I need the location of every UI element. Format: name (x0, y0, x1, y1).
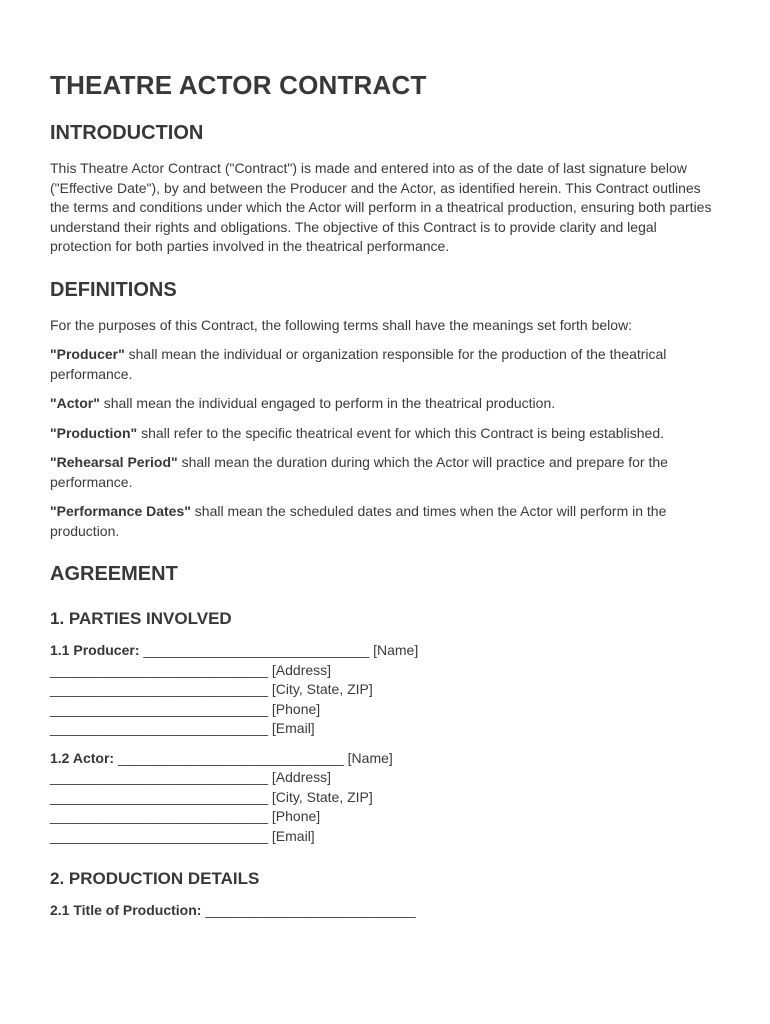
term-production: "Production" (50, 424, 138, 441)
actor-email-tag: [Email] (271, 827, 315, 844)
actor-phone-line (50, 807, 713, 827)
definition-rehearsal-period-text: shall mean the duration during which the Actor will practice and prepare for the performance. (50, 454, 668, 490)
producer-address-line (50, 661, 713, 681)
production-title-label: 2.1 Title of Production: (50, 902, 202, 918)
producer-phone-tag: [Phone] (271, 700, 321, 717)
producer-address-blank[interactable]: ____________________________ (50, 661, 269, 678)
definition-rehearsal-period (50, 453, 713, 492)
definition-actor-text: shall mean the individual engaged to perform in the theatrical production. (103, 395, 556, 411)
actor-city-line (50, 788, 713, 808)
term-producer: "Producer" (50, 346, 125, 362)
section-heading-definitions: DEFINITIONS (50, 278, 177, 301)
producer-city-tag: [City, State, ZIP] (271, 681, 373, 697)
definitions-lead: For the purposes of this Contract, the following terms shall have the meanings set forth below: (50, 316, 633, 333)
actor-address-blank[interactable]: ____________________________ (50, 769, 269, 785)
producer-block (50, 641, 713, 739)
document-title: THEATRE ACTOR CONTRACT (50, 70, 427, 100)
actor-label: 1.2 Actor: (50, 749, 115, 766)
producer-label: 1.1 Producer: (50, 642, 140, 658)
actor-address-line (50, 768, 713, 788)
producer-name-blank[interactable]: _____________________________ (143, 642, 370, 658)
producer-email-tag: [Email] (271, 720, 315, 736)
term-actor: "Actor" (50, 395, 100, 411)
producer-phone-line (50, 700, 713, 720)
actor-phone-blank[interactable]: ____________________________ (50, 808, 269, 824)
producer-email-line (50, 719, 713, 739)
actor-name-line (50, 749, 713, 769)
actor-email-blank[interactable]: ____________________________ (50, 827, 269, 844)
producer-city-blank[interactable]: ____________________________ (50, 681, 269, 697)
term-rehearsal-period: "Rehearsal Period" (50, 454, 178, 470)
actor-block (50, 749, 713, 847)
actor-city-blank[interactable]: ____________________________ (50, 788, 269, 805)
producer-email-blank[interactable]: ____________________________ (50, 720, 269, 736)
producer-address-tag: [Address] (271, 661, 332, 678)
section-heading-production-details: 2. PRODUCTION DETAILS (50, 869, 260, 888)
actor-name-blank[interactable]: _____________________________ (117, 749, 344, 766)
actor-email-line (50, 827, 713, 847)
production-title-line (50, 901, 713, 921)
section-heading-introduction: INTRODUCTION (50, 122, 204, 144)
production-title-blank[interactable]: ___________________________ (205, 902, 416, 918)
producer-name-line (50, 641, 713, 661)
producer-name-tag: [Name] (373, 642, 419, 658)
definition-producer-text: shall mean the individual or organization responsible for the production of the theatrical performance. (50, 346, 667, 382)
definition-performance-dates-text: shall mean the scheduled dates and times when the Actor will perform in the production. (50, 503, 667, 539)
definition-production-text: shall refer to the specific theatrical event for which this Contract is being established. (141, 424, 664, 441)
term-performance-dates: "Performance Dates" (50, 503, 191, 519)
actor-name-tag: [Name] (347, 749, 393, 766)
actor-address-tag: [Address] (271, 769, 332, 785)
actor-phone-tag: [Phone] (271, 808, 321, 824)
actor-city-tag: [City, State, ZIP] (271, 788, 373, 805)
introduction-paragraph: This Theatre Actor Contract ("Contract") is made and entered into as of the date of last signature below ("Effective Date"), by and between the Producer and the Actor, as identified herein. This Contract outlines the terms and conditions under which the Actor will perform in a theatrical production, ensuring both parties understand their rights and obligations. The objective of this Contract is to provide clarity and legal protection for both parties involved in the theatrical performance. (50, 160, 712, 254)
producer-phone-blank[interactable]: ____________________________ (50, 700, 269, 717)
section-heading-parties-involved: 1. PARTIES INVOLVED (50, 609, 232, 628)
definition-production (50, 424, 713, 444)
producer-city-line (50, 680, 713, 700)
definition-producer (50, 345, 713, 384)
definition-performance-dates (50, 502, 713, 541)
section-heading-agreement: AGREEMENT (50, 563, 178, 585)
definition-actor (50, 394, 713, 414)
